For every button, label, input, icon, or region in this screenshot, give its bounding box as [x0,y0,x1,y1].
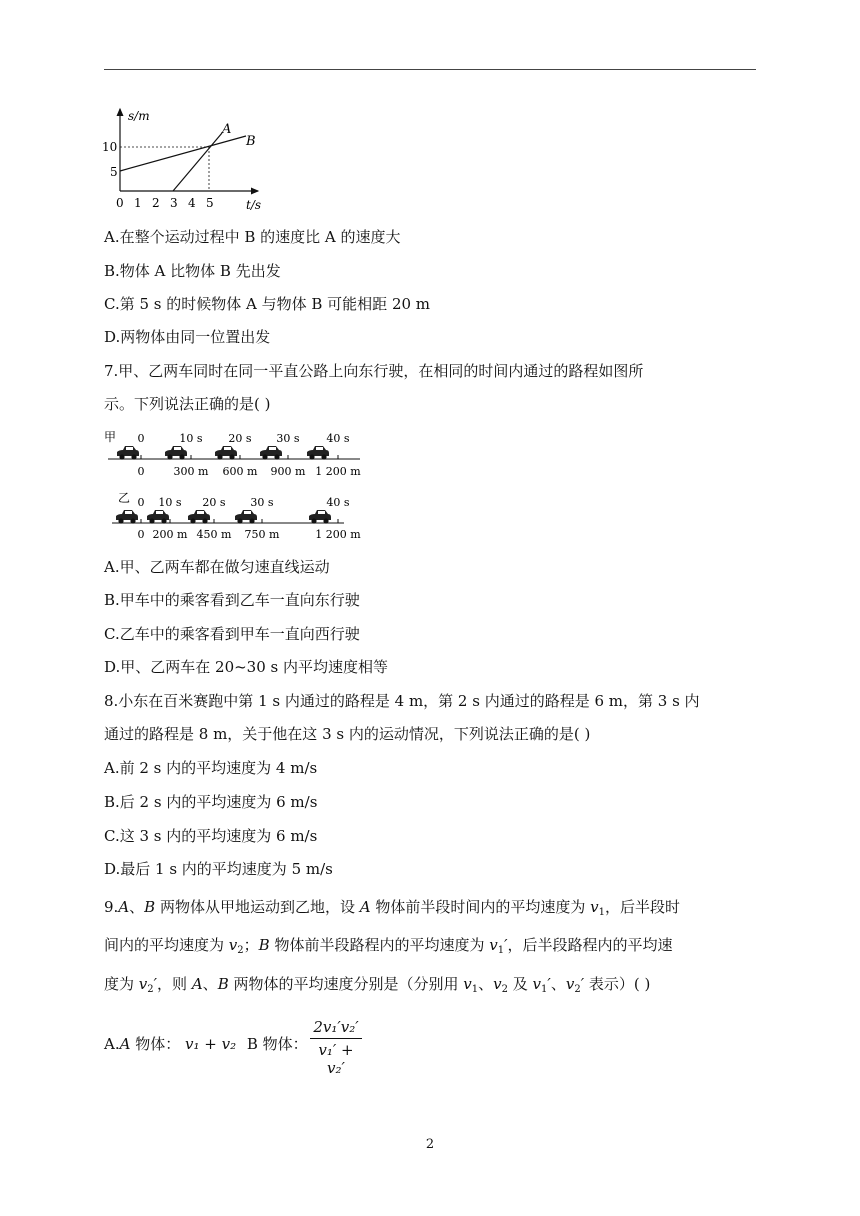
q6-option-a: A.在整个运动过程中 B 的速度比 A 的速度大 [104,228,401,246]
q9-stem-line3: 度为 $v_2'$，则 A、B 两物体的平均速度分别是（分别用 $v_1$、$v_2$ 及 $v_1'$、$v_2'$ 表示）( ) [104,975,651,995]
v2-symbol: $v_2$ [228,936,244,956]
q9-option-a: A.A 物体： v₁ + v₂ B 物体： [104,1035,308,1053]
car_jia-time-label-2: 20 s [228,432,252,445]
car_jia-distance-label-3: 900 m [270,465,306,478]
q7-option-a: A.甲、乙两车都在做匀速直线运动 [104,558,330,576]
q7-option-c: C.乙车中的乘客看到甲车一直向西行驶 [104,625,360,643]
q6-option-b: B.物体 A 比物体 B 先出发 [104,262,281,280]
y-tick-10: 10 [102,140,118,154]
car_jia-time-label-4: 40 s [326,432,350,445]
s-t-graph [102,105,278,217]
q8-option-c: C.这 3 s 内的平均速度为 6 m/s [104,827,318,845]
q6-option-c: C.第 5 s 的时候物体 A 与物体 B 可能相距 20 m [104,295,431,313]
q9-stem-line1: 9.A、B 两物体从甲地运动到乙地，设 A 物体前半段时间内的平均速度为 $v_1$，后半段时 [104,898,681,918]
header-rule [104,69,756,70]
line-b [120,136,246,171]
cars-figure [104,428,368,544]
harmonic-fraction: $\frac{\text{2v₁′v₂′}}{\text{v₁′ + v₂′}}$ [310,1018,362,1077]
q7-stem-line1: 7.甲、乙两车同时在同一平直公路上向东行驶，在相同的时间内通过的路程如图所 [104,362,644,380]
q7-option-d: D.甲、乙两车在 20~30 s 内平均速度相等 [104,658,389,676]
car_jia-car-1 [165,446,187,460]
car_yi-car-1 [147,510,169,524]
car_yi-car-3 [235,510,257,524]
x-tick-1: 1 [134,196,142,210]
car_jia-time-label-1: 10 s [179,432,203,445]
car_yi-time-label-2: 20 s [202,496,226,509]
car_jia-car-4 [307,446,329,460]
car_yi-distance-label-1: 200 m [152,528,188,541]
car_jia-time-label-0: 0 [137,432,145,445]
x-axis-label: t/s [246,198,262,212]
v2-prime-symbol: $v_2'$ [138,975,158,995]
car_yi-car-4 [309,510,331,524]
x-tick-3: 3 [170,196,178,210]
car_yi-time-label-3: 30 s [250,496,274,509]
car-jia-label: 甲 [104,430,117,444]
q8-option-d: D.最后 1 s 内的平均速度为 5 m/s [104,860,333,878]
car_jia-distance-label-0: 0 [137,465,145,478]
q9-stem-line2: 间内的平均速度为 $v_2$；B 物体前半段路程内的平均速度为 $v_1'$，后半段路程内的平均速 [104,936,673,956]
v1-prime-symbol: $v_1'$ [489,936,508,956]
car_jia-time-label-3: 30 s [276,432,300,445]
car_jia-car-3 [260,446,282,460]
x-tick-0: 0 [116,196,124,210]
y-axis-label: s/m [128,109,150,123]
x-tick-5: 5 [206,196,214,210]
car_jia-car-0 [117,446,139,460]
line-a-label: A [222,122,232,137]
q6-option-d: D.两物体由同一位置出发 [104,328,271,346]
car_yi-distance-label-3: 750 m [244,528,280,541]
car_jia-distance-label-4: 1 200 m [315,465,361,478]
q8-option-a: A.前 2 s 内的平均速度为 4 m/s [104,759,318,777]
car_yi-time-label-4: 40 s [326,496,350,509]
line-b-label: B [246,134,256,149]
car_jia-distance-label-2: 600 m [222,465,258,478]
page-number: 2 [425,1137,435,1152]
q8-option-b: B.后 2 s 内的平均速度为 6 m/s [104,793,318,811]
car_yi-time-label-1: 10 s [158,496,182,509]
x-tick-2: 2 [152,196,160,210]
car_jia-car-2 [215,446,237,460]
car_yi-car-2 [188,510,210,524]
car_yi-distance-label-4: 1 200 m [315,528,361,541]
line-a [173,133,222,191]
q7-stem-line2: 示。下列说法正确的是( ) [104,395,271,413]
x-tick-4: 4 [188,196,196,210]
car-yi-label: 乙 [118,491,131,505]
q8-stem-line2: 通过的路程是 8 m，关于他在这 3 s 内的运动情况，下列说法正确的是( ) [104,725,591,743]
v1-symbol: $v_1$ [590,898,605,918]
q7-option-b: B.甲车中的乘客看到乙车一直向东行驶 [104,591,360,609]
q8-stem-line1: 8.小东在百米赛跑中第 1 s 内通过的路程是 4 m，第 2 s 内通过的路程是 6 m，第 3 s 内 [104,692,700,710]
car_yi-distance-label-0: 0 [137,528,145,541]
car_yi-distance-label-2: 450 m [196,528,232,541]
car_yi-time-label-0: 0 [137,496,145,509]
car_jia-distance-label-1: 300 m [173,465,209,478]
y-tick-5: 5 [110,165,118,179]
car_yi-car-0 [116,510,138,524]
sum-expression: v₁ + v₂ [185,1035,237,1053]
